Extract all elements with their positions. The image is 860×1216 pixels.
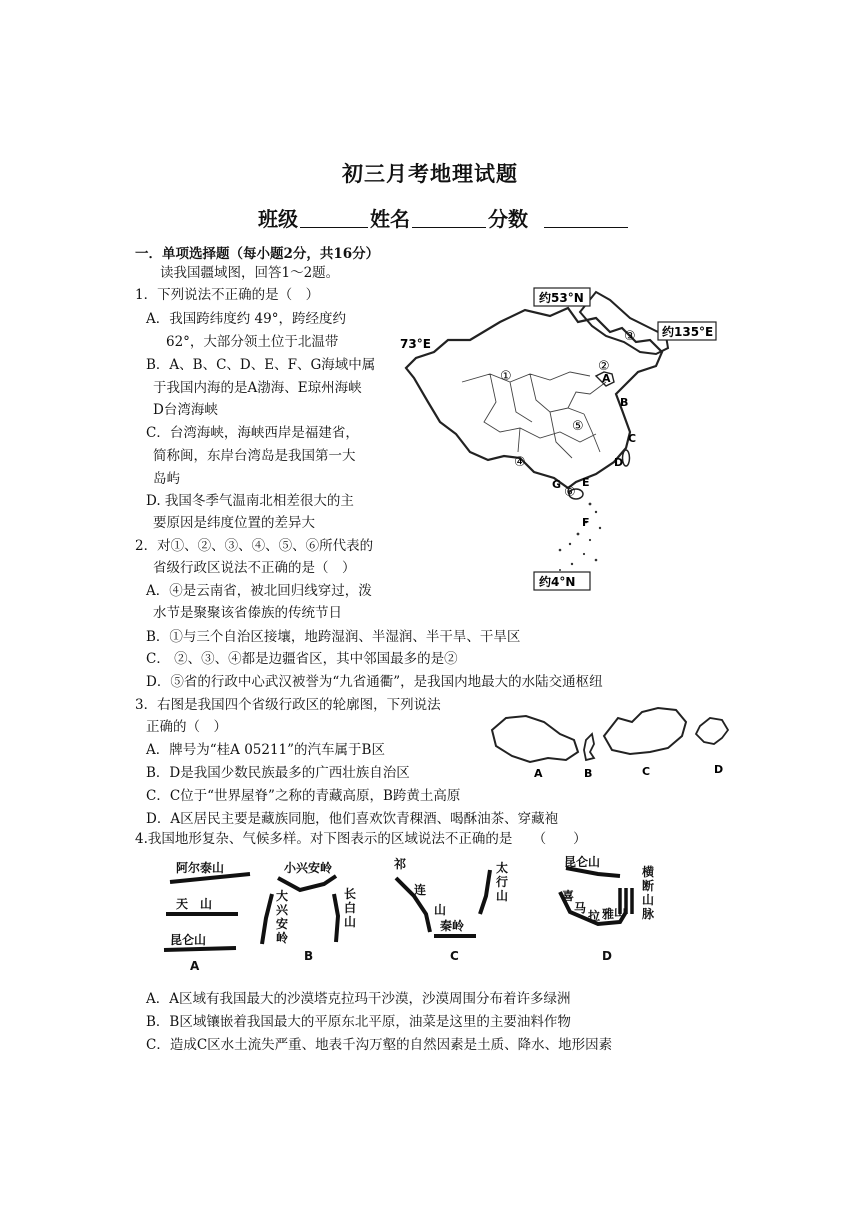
score-blank[interactable] — [544, 209, 628, 228]
outline-d — [696, 718, 728, 744]
sea-label-b: B — [620, 396, 629, 409]
q2-stem-line1: 2．对①、②、③、④、⑤、⑥所代表的 — [135, 538, 374, 554]
q1-stem: 1．下列说法不正确的是（ ） — [135, 287, 320, 303]
q2-option-a-line2: 水节是聚聚该省傣族的传统节日 — [153, 605, 342, 621]
sea-label-f: F — [582, 516, 590, 529]
q1-option-a-line1: A．我国跨纬度约 49°，跨经度约 — [146, 311, 346, 327]
class-label: 班级 — [258, 207, 298, 231]
score-label: 分数 — [488, 207, 528, 231]
q2-option-b: B．①与三个自治区接壤，地跨湿润、半湿润、半干旱、干旱区 — [146, 629, 521, 645]
province-boundaries — [462, 372, 606, 458]
q4-stem: 4.我国地形复杂、气候多样。对下图表示的区域说法不正确的是 （ ） — [135, 831, 587, 847]
q1-option-c-line3: 岛屿 — [153, 471, 180, 487]
panel-label-d: D — [602, 949, 612, 963]
range-shan-d: 山 — [614, 905, 627, 919]
daxinganling-range — [262, 894, 272, 944]
class-blank[interactable] — [300, 209, 368, 228]
range-tianshan: 天 山 — [176, 897, 213, 911]
panel-d — [560, 854, 655, 963]
lat-north-label: 约53°N — [539, 291, 584, 305]
name-blank[interactable] — [412, 209, 486, 228]
q1-option-b-line3: D台湾海峡 — [153, 402, 218, 418]
q2-stem-line2: 省级行政区说法不正确的是（ ） — [153, 560, 356, 576]
q1-option-d-line2: 要原因是纬度位置的差异大 — [153, 515, 315, 531]
kunlun-range — [164, 948, 236, 950]
page-title: 初三月考地理试题 — [342, 161, 518, 186]
sea-label-c: C — [628, 432, 637, 445]
q1-option-d-line1: D. 我国冬季气温南北相差很大的主 — [146, 493, 354, 509]
sea-label-g: G — [552, 478, 562, 491]
section-intro: 读我国疆域图，回答1～2题。 — [160, 265, 340, 281]
range-qinling: 秦岭 — [440, 919, 465, 933]
outline-label-b: B — [584, 767, 593, 780]
q3-stem-line2: 正确的（ ） — [146, 719, 227, 735]
outline-label-d: D — [714, 763, 724, 776]
sea-label-a: A — [602, 372, 611, 385]
panel-c — [394, 856, 508, 963]
range-daxinganling: 大兴安岭 — [276, 889, 289, 945]
outline-a — [492, 716, 578, 762]
altai-range — [170, 874, 250, 882]
south-sea-islands — [559, 503, 602, 571]
q2-option-c: C． ②、③、④都是边疆省区，其中邻国最多的是② — [146, 651, 458, 667]
q4-option-a: A．A区域有我国最大的沙漠塔克拉玛干沙漠，沙漠周围分布着许多绿洲 — [146, 991, 571, 1007]
q3-option-c: C．C位于“世界屋脊”之称的青藏高原，B跨黄土高原 — [146, 788, 461, 804]
lon-east-label: 约135°E — [662, 325, 714, 339]
range-altai: 阿尔泰山 — [176, 861, 225, 875]
panel-label-a: A — [190, 959, 200, 973]
q3-option-b: B．D是我国少数民族最多的广西壮族自治区 — [146, 765, 410, 781]
panel-a — [164, 860, 250, 973]
outline-label-a: A — [534, 767, 543, 780]
province-label-2: ② — [598, 359, 610, 374]
range-xiaoxinganling: 小兴安岭 — [284, 861, 333, 875]
q3-stem-line1: 3．右图是我国四个省级行政区的轮廓图，下列说法 — [135, 697, 441, 713]
outline-b — [584, 734, 594, 760]
range-taihang: 太行山 — [496, 861, 509, 903]
student-info-line — [258, 203, 630, 232]
range-shan: 山 — [434, 903, 447, 917]
range-ma: 马 — [574, 901, 587, 915]
range-changbai: 长白山 — [344, 887, 357, 929]
province-label-5: ⑤ — [572, 419, 584, 434]
q1-option-b-line1: B．A、B、C、D、E、F、G海域中属 — [146, 357, 376, 373]
panel-label-c: C — [450, 949, 459, 963]
sea-label-e: E — [582, 476, 590, 489]
lon-west-label: 73°E — [400, 337, 431, 351]
range-kunlun: 昆仑山 — [170, 933, 207, 947]
province-label-1: ① — [500, 369, 512, 384]
province-label-4: ④ — [514, 455, 526, 470]
section-heading: 一．单项选择题（每小题2分，共16分） — [135, 246, 380, 262]
taihang-range — [480, 870, 490, 914]
name-label: 姓名 — [370, 207, 410, 231]
taiwan-island — [623, 450, 630, 466]
q2-option-d: D．⑤省的行政中心武汉被誉为“九省通衢”，是我国内地最大的水陆交通枢纽 — [146, 674, 603, 690]
range-lian: 连 — [414, 883, 427, 897]
panel-b — [262, 860, 356, 963]
q2-option-a-line1: A．④是云南省，被北回归线穿过，泼 — [146, 583, 372, 599]
range-hengduan: 横断山脉 — [642, 865, 655, 921]
range-xi: 喜 — [562, 889, 575, 903]
q3-option-d: D．A区居民主要是藏族同胞，他们喜欢饮青稞酒、喝酥油茶、穿藏袍 — [146, 811, 559, 827]
q1-option-c-line2: 简称闽，东岸台湾岛是我国第一大 — [153, 448, 356, 464]
range-qi: 祁 — [394, 857, 407, 871]
outline-c — [604, 708, 686, 754]
china-territory-map — [400, 282, 718, 592]
province-outline-map — [482, 700, 732, 784]
range-la: 拉 — [588, 909, 601, 923]
q1-option-a-line2: 62°，大部分领土位于北温带 — [166, 334, 339, 350]
mountain-ranges-diagram — [150, 852, 710, 978]
kunlun-range-d — [566, 868, 620, 876]
q4-option-b: B．B区域镶嵌着我国最大的平原东北平原，油菜是这里的主要油料作物 — [146, 1014, 571, 1030]
province-label-3: ③ — [624, 329, 636, 344]
q4-option-c: C．造成C区水土流失严重、地表千沟万壑的自然因素是土质、降水、地形因素 — [146, 1037, 613, 1053]
outline-label-c: C — [642, 765, 651, 778]
range-kunlun-d: 昆仑山 — [564, 855, 601, 869]
xiaoxinganling-range — [278, 876, 336, 890]
sea-label-d: D — [614, 456, 624, 469]
changbai-range — [334, 894, 338, 942]
panel-label-b: B — [304, 949, 314, 963]
q1-option-b-line2: 于我国内海的是A渤海、E琼州海峡 — [153, 380, 362, 396]
range-ya: 雅 — [602, 907, 615, 921]
q1-option-c-line1: C．台湾海峡，海峡西岸是福建省， — [146, 425, 359, 441]
q3-option-a: A．牌号为“桂A 05211”的汽车属于B区 — [146, 742, 385, 758]
lat-south-label: 约4°N — [539, 575, 576, 589]
province-label-6: ⑥ — [564, 485, 576, 500]
